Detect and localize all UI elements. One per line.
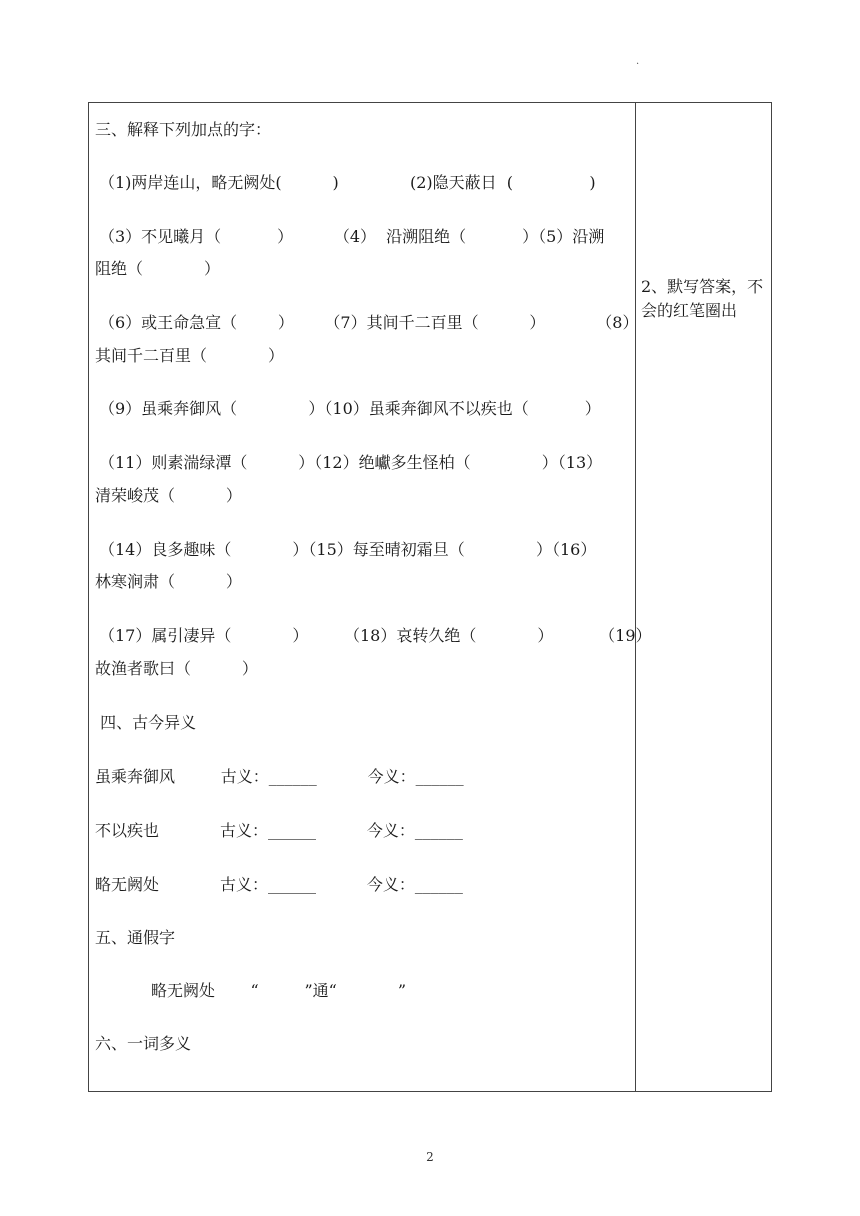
question-line-4: （9）虽乘奔御风（ ）（10）虽乘奔御风不以疾也（ ） (99, 399, 601, 418)
section-3-heading: 三、解释下列加点的字： (95, 120, 272, 139)
question-line-3: （6）或王命急宣（ ） （7）其间千二百里（ ） （8） (99, 313, 639, 332)
column-divider (635, 103, 636, 1091)
page-number: 2 (426, 1150, 434, 1164)
question-line-5b: 清荣峻茂（ ） (95, 486, 242, 505)
tongjia-row: 略无阙处 “ ”通“ ” (95, 981, 407, 1000)
question-line-3b: 其间千二百里（ ） (95, 346, 285, 365)
section-6-heading: 六、一词多义 (95, 1034, 192, 1053)
question-line-2b: 阻绝（ ） (95, 259, 221, 278)
question-line-5: （11）则素湍绿潭（ ）（12）绝巘多生怪柏（ ）（13） (99, 453, 603, 472)
question-line-1: （1)两岸连山，略无阙处( ) (2)隐天蔽日 ( ) (99, 173, 596, 192)
ancient-modern-row-3: 略无阙处 古义：______ 今义：______ (95, 875, 463, 894)
ancient-modern-row-2: 不以疾也 古义：______ 今义：______ (95, 821, 463, 840)
side-note: 2、默写答案，不会的红笔圈出 (641, 277, 764, 320)
section-4-heading: 四、古今异义 (95, 713, 197, 732)
section-5-heading: 五、通假字 (95, 928, 176, 947)
question-line-7: （17）属引凄异（ ） （18）哀转久绝（ ） （19） (99, 626, 652, 645)
ancient-modern-row-1: 虽乘奔御风 古义：______ 今义：______ (95, 767, 464, 786)
question-line-6b: 林寒涧肃（ ） (95, 572, 242, 591)
worksheet-table (88, 102, 772, 1092)
question-line-7b: 故渔者歌曰（ ） (95, 659, 258, 678)
question-line-6: （14）良多趣味（ ）（15）每至晴初霜旦（ ）（16） (99, 540, 597, 559)
header-mark: . (636, 56, 640, 67)
question-line-2: （3）不见曦月（ ） （4） 沿溯阻绝（ ）（5）沿溯 (99, 227, 605, 246)
